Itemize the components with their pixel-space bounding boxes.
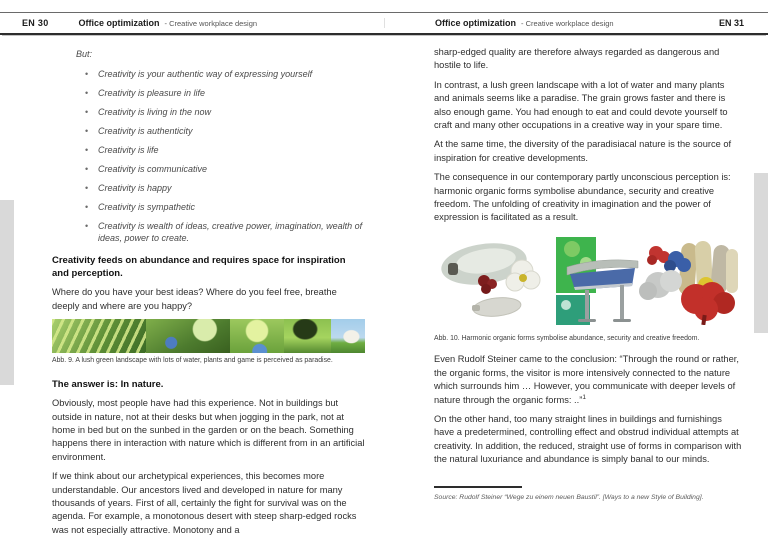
paragraph-straight-lines: On the other hand, too many straight lines in buildings and furnishings have a predetermined, controlling effect and obstrud individual attempts at creativity. In addition, the reduced, straight use of forms in comparison with the natural luxuriance and abundance is simply banal to our minds. (434, 413, 742, 465)
document-title-left: Office optimization (78, 18, 160, 28)
organic-flower-furniture-group (639, 240, 738, 324)
list-item-text: Creativity is happy (98, 183, 172, 194)
paragraph-rudolf-steiner (434, 353, 742, 407)
list-item-text: Creativity is living in the now (98, 107, 212, 118)
paragraph-lush-landscape: In contrast, a lush green landscape with a lot of water and many plants and animals seems like a paradise. The grain grows faster and there is also enough game. You had enough to eat and could devote yourself to craft and many other occupations in a creative way in your spare time. (434, 79, 728, 131)
page-edge-tab-right (754, 173, 768, 333)
photo-garden-scene (146, 319, 231, 353)
page-header (0, 12, 768, 35)
list-item (85, 183, 365, 195)
list-item-text: Creativity is sympathetic (98, 202, 196, 213)
list-item (85, 221, 365, 244)
figure-caption-abb10: Abb. 10. Harmonic organic forms symbolise abundance, security and creative freedom. (434, 335, 700, 343)
photo-tree-silhouette (284, 319, 331, 353)
list-item-text: Creativity is your authentic way of expressing yourself (98, 69, 313, 80)
header-right-page (384, 18, 768, 28)
figure-abb10-organic-forms (434, 237, 742, 325)
photo-blossom-tree-sky (331, 319, 365, 353)
steiner-quote-text: Even Rudolf Steiner came to the conclusion: “Through the round or rather, the organic forms, the visitor is more intensively connected to the nature which surrounds him … However, you communicate with deeper levels of nature through the organic forms: ..” (434, 354, 739, 405)
figure-abb9-photo-strip (52, 319, 365, 353)
bullet-icon: • (85, 88, 89, 99)
list-item-text: Creativity is communicative (98, 164, 208, 175)
footnote-source-text: Source: Rudolf Steiner “Wege zu einem neuen Baustil”. [Ways to a new Style of Building]. (434, 494, 704, 501)
page-number-right: EN 31 (718, 18, 744, 28)
list-intro: But: (76, 49, 93, 59)
bullet-icon: • (85, 145, 89, 156)
bullet-icon: • (85, 221, 89, 232)
list-item-text: Creativity is wealth of ideas, creative power, imagination, wealth of ideas, power to create. (98, 221, 363, 243)
list-item (85, 107, 365, 119)
figure-caption-abb9: Abb. 9. A lush green landscape with lots of water, plants and game is perceived as paradise. (52, 357, 333, 365)
document-subtitle-left: - Creative workplace design (164, 19, 258, 28)
list-item-text: Creativity is life (98, 145, 159, 156)
list-item (85, 126, 365, 138)
bullet-icon: • (85, 202, 89, 213)
paragraph-best-ideas: Where do you have your best ideas? Where do you feel free, breathe deeply and where are you happy? (52, 287, 337, 311)
document-title-right: Office optimization (435, 18, 516, 28)
photo-garden-leaves (52, 319, 146, 353)
list-item (85, 88, 365, 100)
list-item (85, 202, 365, 214)
organic-desk-group (556, 237, 638, 325)
creativity-bullet-list (85, 69, 365, 244)
bullet-icon: • (85, 126, 89, 137)
list-item (85, 145, 365, 157)
list-item-text: Creativity is pleasure in life (98, 88, 206, 99)
paragraph-experience-nature: Obviously, most people have had this experience. Not in buildings but outside in nature, not at their desks but when jogging in the park, not at home in bed but on the sunbed in the garden or on the beach. Something happens there in interaction with nature which is different from in an artificial environment. (52, 398, 365, 462)
footnote-reference: 1 (582, 393, 586, 401)
heading-creativity-abundance: Creativity feeds on abundance and requires space for inspiration and perception. (52, 255, 346, 280)
organic-shell-group (439, 238, 540, 318)
list-item (85, 69, 365, 81)
header-left-page (0, 18, 384, 28)
footnote-divider (434, 486, 522, 488)
page-number-left: EN 30 (22, 18, 49, 28)
bullet-icon: • (85, 183, 89, 194)
paragraph-archetypical: If we think about our archetypical experiences, this becomes more understandable. Our ancestors lived and developed in nature for many thousands of years. First of all, certainly the fight for survival was on the agenda. For example, a monotonous desert with steep sharp-edged rocks was not especially attractive. Monotony and a (52, 471, 357, 535)
photo-sunny-path-pond (230, 319, 283, 353)
paragraph-diversity-inspiration: At the same time, the diversity of the paradisiacal nature is the source of inspiration for creative developments. (434, 139, 732, 163)
list-item (85, 164, 365, 176)
left-page-column (52, 46, 365, 543)
bullet-icon: • (85, 107, 89, 118)
paragraph-sharp-edged: sharp-edged quality are therefore always regarded as dangerous and hostile to life. (434, 47, 720, 71)
bullet-icon: • (85, 164, 89, 175)
heading-answer-nature: The answer is: In nature. (52, 379, 164, 391)
bullet-icon: • (85, 69, 89, 80)
list-item-text: Creativity is authenticity (98, 126, 193, 137)
document-subtitle-right: - Creative workplace design (521, 19, 614, 28)
footnote-block (434, 486, 742, 502)
right-page-column (434, 46, 742, 473)
paragraph-harmonic-forms: The consequence in our contemporary partly unconscious perception is: harmonic organic forms symbolise abundance, security and creative freedom. The unfolding of creativity in imagination and the power of expression is facilitated as a result. (434, 172, 731, 223)
page-edge-tab-left (0, 200, 14, 385)
